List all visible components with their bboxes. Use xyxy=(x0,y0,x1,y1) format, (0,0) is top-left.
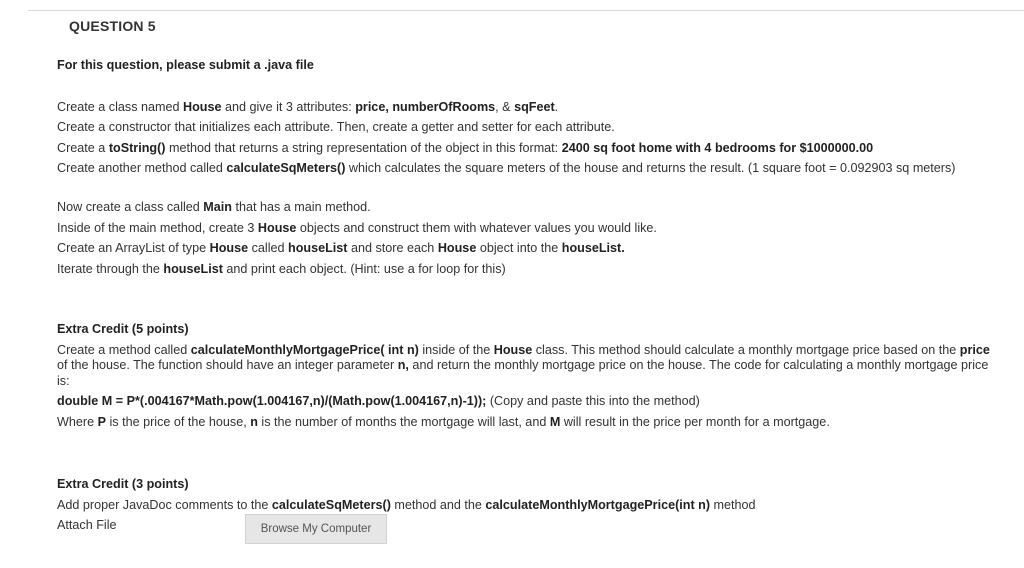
extra-credit-1-title: Extra Credit (5 points) xyxy=(57,322,189,337)
part1-line1: Create a class named House and give it 3 attributes: price, numberOfRooms, & sqFeet. xyxy=(57,99,559,114)
attach-file-row xyxy=(57,515,1002,537)
attach-file-label: Attach File xyxy=(57,518,117,533)
extra-credit-1-where: Where P is the price of the house, n is the number of months the mortgage will last, and M will result in the price per month for a mortgage. xyxy=(57,414,830,429)
browse-my-computer-button[interactable]: Browse My Computer xyxy=(245,514,387,544)
question-title: QUESTION 5 xyxy=(69,18,156,34)
top-divider xyxy=(28,10,1024,11)
intro-text: For this question, please submit a .java file xyxy=(57,58,314,72)
extra-credit-2-title: Extra Credit (3 points) xyxy=(57,477,189,492)
part2-line1: Now create a class called Main that has a main method. xyxy=(57,200,371,215)
part1-line3: Create a toString() method that returns a string representation of the object in this format: 2400 sq foot home with 4 bedrooms for $1000000.00 xyxy=(57,140,874,155)
extra-credit-2-text: Add proper JavaDoc comments to the calculateSqMeters() method and the calculateMonthlyMortgagePrice(int n) method xyxy=(57,497,756,512)
part1-line4: Create another method called calculateSqMeters() which calculates the square meters of the house and returns the result. (1 square foot = 0.092903 sq meters) xyxy=(57,161,956,175)
part1-line2: Create a constructor that initializes each attribute. Then, create a getter and setter for each attribute. xyxy=(57,120,615,134)
part2-line2: Inside of the main method, create 3 House objects and construct them with whatever values you would like. xyxy=(57,220,657,235)
mortgage-formula: double M = P*(.004167*Math.pow(1.004167,n)/(Math.pow(1.004167,n)-1)); (Copy and paste this into the method) xyxy=(57,394,700,409)
part2-line3: Create an ArrayList of type House called houseList and store each House object into the houseList. xyxy=(57,241,625,256)
part2-line4: Iterate through the houseList and print each object. (Hint: use a for loop for this) xyxy=(57,261,506,276)
extra-credit-1-text: Create a method called calculateMonthlyMortgagePrice( int n) inside of the House class. This method should calculate a monthly mortgage price based on the price of the house. The function should have an integer parameter n, and return the monthly mortgage price on the house. The code for calculating a monthly mortgage price is: xyxy=(57,342,990,388)
question-body xyxy=(57,55,1002,537)
